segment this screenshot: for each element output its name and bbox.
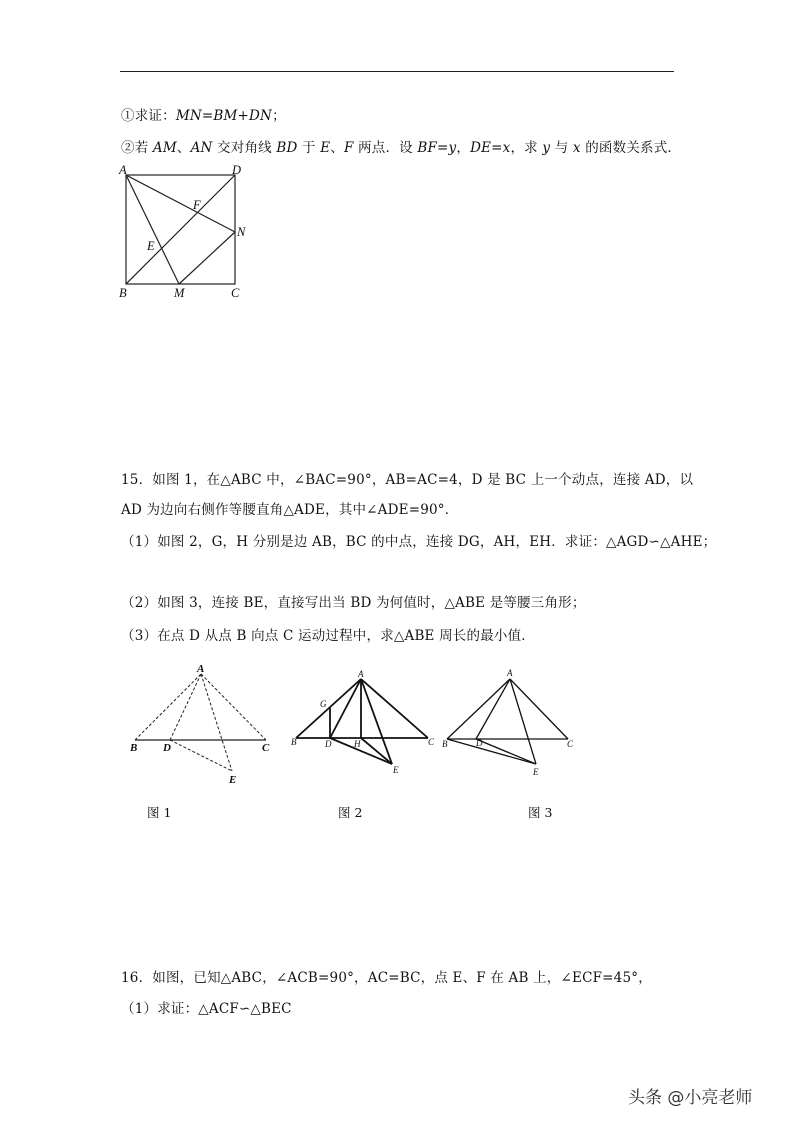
fig3-de [476, 739, 536, 764]
t: AM [152, 140, 177, 156]
fig1-label-a: A [197, 663, 205, 675]
fig3-label-c: C [567, 739, 574, 749]
fig3-label-a: A [507, 668, 513, 678]
t: 于 [297, 140, 321, 156]
t: ， [456, 140, 471, 156]
fig3-label-e: E [533, 767, 539, 777]
t: ②若 [121, 140, 153, 156]
label-a: A [119, 163, 127, 177]
fig3-ab [447, 679, 510, 739]
fig2-caption: 图 2 [338, 805, 363, 820]
t: 交对角线 [212, 140, 277, 156]
label-d: D [232, 163, 242, 177]
fig3-ad [476, 679, 510, 739]
q15-line1: 15．如图 1，在△ABC 中，∠BAC=90°，AB=AC=4，D 是 BC 上一个动点，连接 AD，以 [121, 472, 694, 488]
label-b: B [119, 286, 127, 300]
t: 、 [330, 140, 344, 156]
fig1-label-c: C [262, 742, 270, 754]
fig3-be [447, 739, 536, 764]
t: x [572, 140, 581, 156]
t: BD [276, 140, 298, 156]
fig2-label-b: B [291, 737, 297, 747]
t: 与 [550, 140, 573, 156]
t: y [542, 140, 551, 156]
label-c: C [231, 286, 240, 300]
fig2-label-c: C [428, 737, 435, 747]
fig2-label-a: A [358, 669, 364, 679]
label-m: M [174, 286, 185, 300]
t: DE=x [470, 140, 511, 156]
fig3-caption: 图 3 [528, 805, 553, 820]
fig1-caption: 图 1 [147, 805, 172, 820]
q16-part1: （1）求证：△ACF∽△BEC [121, 1001, 292, 1017]
fig1-label-e: E [229, 774, 237, 786]
fig2-label-d: D [325, 739, 332, 749]
label-f: F [193, 198, 201, 212]
t: 两点．设 [353, 140, 418, 156]
q14-part1-prefix: ①求证： [121, 108, 176, 124]
fig2-label-h: H [354, 739, 361, 749]
t: E [320, 140, 331, 156]
q14-part1-suffix: ； [272, 108, 286, 124]
fig2-label-e: E [393, 765, 399, 775]
fig2-label-g: G [320, 699, 327, 709]
fig3-label-b: B [442, 739, 448, 749]
fig3-label-d: D [476, 738, 483, 748]
q16-line1: 16．如图，已知△ABC，∠ACB=90°，AC=BC，点 E、F 在 AB 上，∠ECF=45°， [121, 970, 652, 986]
t: ，求 [510, 140, 543, 156]
q14-part1-equation: MN=BM+DN [175, 108, 273, 124]
watermark: 头条 @小亮老师 [628, 1088, 753, 1108]
q15-line2: AD 为边向右侧作等腰直角△ADE，其中∠ADE=90°． [121, 502, 459, 518]
q15-part3: （3）在点 D 从点 B 向点 C 运动过程中，求△ABE 周长的最小值． [121, 628, 536, 644]
q15-part1: （1）如图 2，G，H 分别是边 AB，BC 的中点，连接 DG，AH，EH．求证：△AGD∽△AHE； [121, 534, 717, 550]
q15-part2: （2）如图 3，连接 BE，直接写出当 BD 为何值时，△ABE 是等腰三角形； [121, 595, 586, 611]
fig1-label-b: B [130, 742, 138, 754]
t: AN [190, 140, 213, 156]
fig1-label-d: D [163, 742, 171, 754]
t: 的函数关系式． [580, 140, 682, 156]
label-n: N [237, 225, 246, 239]
label-e: E [147, 239, 155, 253]
t: F [343, 140, 354, 156]
t: BF=y [417, 140, 457, 156]
t: 、 [176, 140, 191, 156]
